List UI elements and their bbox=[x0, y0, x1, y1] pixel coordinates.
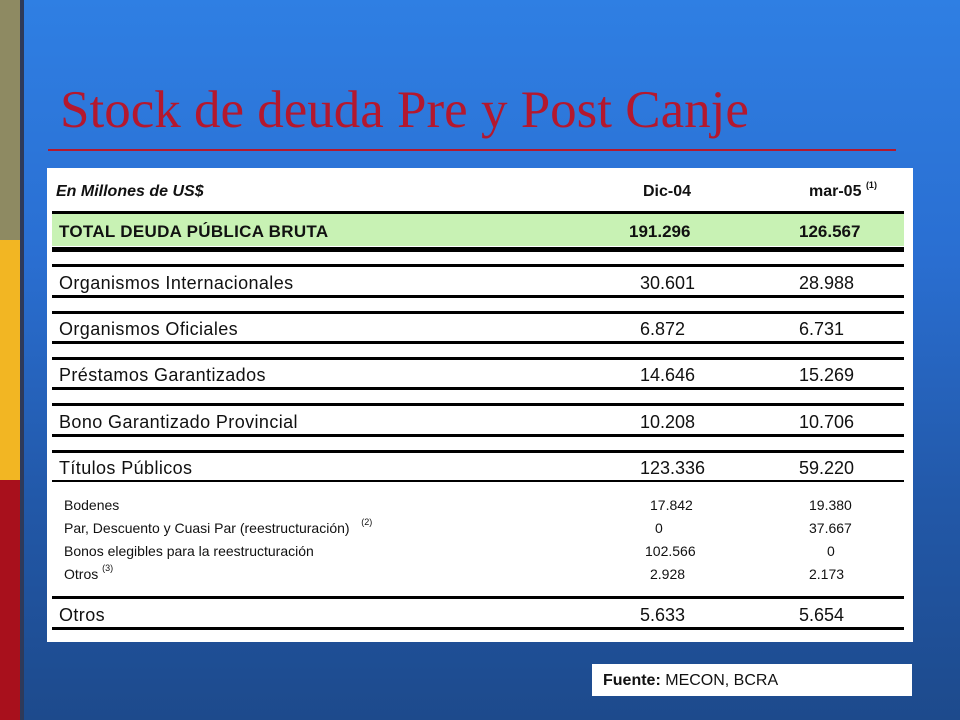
divider bbox=[52, 295, 904, 298]
divider bbox=[52, 480, 904, 482]
divider bbox=[52, 357, 904, 360]
column-header-mar-05: mar-05 $^{(1)}$ bbox=[809, 180, 877, 200]
footnote-marker: (2) bbox=[361, 517, 373, 527]
total-row-dic-value: 191.296 bbox=[629, 222, 691, 241]
divider bbox=[52, 264, 904, 267]
decorative-sidebar bbox=[0, 0, 24, 720]
table-row-label: Organismos Oficiales bbox=[59, 319, 239, 339]
source-value: MECON, BCRA bbox=[665, 672, 779, 689]
slide-title: Stock de deuda Pre y Post Canje bbox=[60, 81, 749, 139]
source-box bbox=[592, 664, 912, 696]
total-row-label: TOTAL DEUDA PÚBLICA BRUTA bbox=[59, 222, 329, 241]
table-row-mar-value: 10.706 bbox=[799, 412, 855, 432]
table-row-dic-value: 30.601 bbox=[640, 273, 696, 293]
sub-row-label: Otros $^{(3)}$ bbox=[64, 563, 114, 582]
sub-row-dic-value: 102.566 bbox=[645, 543, 696, 559]
sub-row-mar-value: 2.173 bbox=[809, 566, 845, 582]
divider bbox=[52, 596, 904, 599]
last-row-label: Otros bbox=[59, 605, 106, 625]
title-underline bbox=[48, 149, 896, 151]
table-row-label: Títulos Públicos bbox=[59, 458, 193, 478]
table-row-dic-value: 14.646 bbox=[640, 365, 696, 385]
debt-table bbox=[47, 168, 913, 642]
table-row-dic-value: 6.872 bbox=[640, 319, 686, 339]
divider bbox=[52, 627, 904, 630]
sub-row-label: Bodenes bbox=[64, 497, 120, 513]
sub-row-mar-value: 37.667 bbox=[809, 520, 852, 536]
divider bbox=[52, 341, 904, 344]
table-row-label: Organismos Internacionales bbox=[59, 273, 294, 293]
table-row-mar-value: 15.269 bbox=[799, 365, 855, 385]
table-row-label: Préstamos Garantizados bbox=[59, 365, 266, 385]
source-label: Fuente: bbox=[603, 672, 661, 689]
last-row-mar-value: 5.654 bbox=[799, 605, 845, 625]
table-row-mar-value: 6.731 bbox=[799, 319, 845, 339]
table-row-label: Bono Garantizado Provincial bbox=[59, 412, 298, 432]
sub-row-mar-value: 0 bbox=[827, 543, 835, 559]
source-text bbox=[603, 672, 778, 690]
divider bbox=[52, 434, 904, 437]
units-label: En Millones de US$ bbox=[56, 183, 204, 200]
column-header-dic-04: Dic-04 bbox=[643, 183, 692, 200]
sub-row-dic-value: 17.842 bbox=[650, 497, 693, 513]
sub-row-dic-value: 0 bbox=[655, 520, 663, 536]
sub-row-label: Bonos elegibles para la reestructuración bbox=[64, 543, 314, 559]
divider bbox=[52, 403, 904, 406]
total-row-mar-value: 126.567 bbox=[799, 222, 861, 241]
divider bbox=[52, 247, 904, 252]
footnote-marker: (1) bbox=[865, 180, 877, 190]
footnote-marker: (3) bbox=[102, 563, 114, 573]
divider bbox=[52, 387, 904, 390]
last-row-dic-value: 5.633 bbox=[640, 605, 686, 625]
table-row-dic-value: 10.208 bbox=[640, 412, 696, 432]
divider bbox=[52, 311, 904, 314]
table-row-dic-value: 123.336 bbox=[640, 458, 706, 478]
sub-row-label: Par, Descuento y Cuasi Par (reestructuración) $^{(2)}$ bbox=[64, 517, 373, 536]
divider bbox=[52, 450, 904, 453]
table-row-mar-value: 28.988 bbox=[799, 273, 855, 293]
sub-row-dic-value: 2.928 bbox=[650, 566, 686, 582]
sub-row-mar-value: 19.380 bbox=[809, 497, 852, 513]
table-row-mar-value: 59.220 bbox=[799, 458, 855, 478]
